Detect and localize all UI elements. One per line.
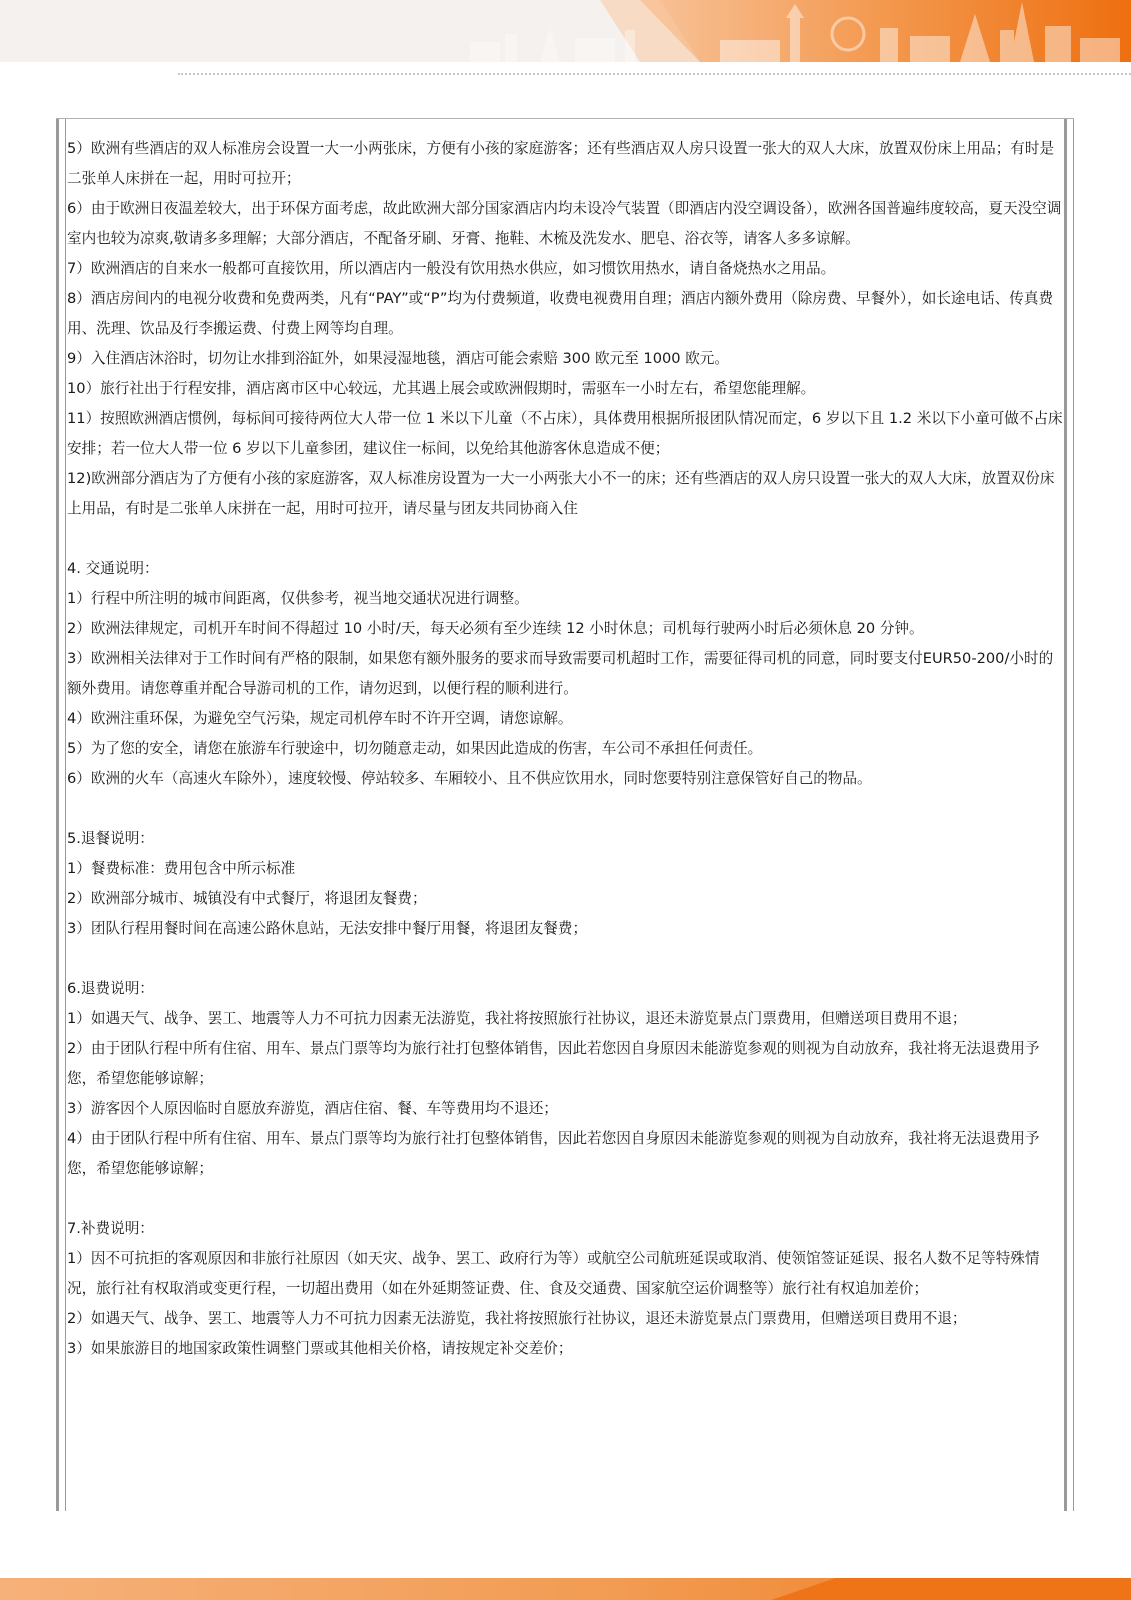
list-item: 6）由于欧洲日夜温差较大，出于环保方面考虑，故此欧洲大部分国家酒店内均未设冷气装置（即酒店内没空调设备），欧洲各国普遍纬度较高，夏天没空调室内也较为凉爽,敬请多多理解；大部分酒店，不配备牙刷、牙膏、拖鞋、木梳及洗发水、肥皂、浴衣等，请客人多多谅解。 <box>67 200 1062 247</box>
section-meal-refund <box>67 824 1063 944</box>
list-item: 9）入住酒店沐浴时，切勿让水排到浴缸外，如果浸湿地毯，酒店可能会索赔 300 欧元至 1000 欧元。 <box>67 350 729 367</box>
document-body <box>67 134 1063 1364</box>
list-item: 12)欧洲部分酒店为了方便有小孩的家庭游客，双人标准房设置为一大一小两张大小不一的床；还有些酒店的双人房只设置一张大的双人大床，放置双份床上用品，有时是二张单人床拼在一起，用时可拉开，请尽量与团友共同协商入住 <box>67 470 1055 517</box>
list-item: 3）团队行程用餐时间在高速公路休息站，无法安排中餐厅用餐，将退团友餐费； <box>67 920 588 937</box>
list-item: 10）旅行社出于行程安排，酒店离市区中心较远，尤其遇上展会或欧洲假期时，需驱车一小时左右，希望您能理解。 <box>67 380 816 397</box>
section-hotel-notes <box>67 134 1063 524</box>
list-item: 1）因不可抗拒的客观原因和非旅行社原因（如天灾、战争、罢工、政府行为等）或航空公司航班延误或取消、使领馆签证延误、报名人数不足等特殊情况，旅行社有权取消或变更行程，一切超出费用（如在外延期签证费、住、食及交通费、国家航空运价调整等）旅行社有权追加差价； <box>67 1250 1040 1297</box>
list-item: 3）游客因个人原因临时自愿放弃游览，酒店住宿、餐、车等费用均不退还； <box>67 1100 558 1117</box>
list-item: 5）欧洲有些酒店的双人标准房会设置一大一小两张床，方便有小孩的家庭游客；还有些酒店双人房只设置一张大的双人大床，放置双份床上用品；有时是二张单人床拼在一起，用时可拉开； <box>67 140 1055 187</box>
list-item: 2）欧洲法律规定，司机开车时间不得超过 10 小时/天，每天必须有至少连续 12 小时休息；司机每行驶两小时后必须休息 20 分钟。 <box>67 620 924 637</box>
list-item: 6）欧洲的火车（高速火车除外），速度较慢、停站较多、车厢较小、且不供应饮用水，同时您要特别注意保管好自己的物品。 <box>67 770 872 787</box>
list-item: 2）欧洲部分城市、城镇没有中式餐厅，将退团友餐费； <box>67 890 427 907</box>
section-heading: 4. 交通说明： <box>67 560 159 577</box>
list-item: 1）行程中所注明的城市间距离，仅供参考，视当地交通状况进行调整。 <box>67 590 529 607</box>
skyline-banner-graphic <box>0 0 1131 62</box>
list-item: 1）餐费标准：费用包含中所示标准 <box>67 860 296 877</box>
header-divider <box>178 73 1131 75</box>
list-item: 7）欧洲酒店的自来水一般都可直接饮用，所以酒店内一般没有饮用热水供应，如习惯饮用热水，请自备烧热水之用品。 <box>67 260 836 277</box>
list-item: 3）欧洲相关法律对于工作时间有严格的限制，如果您有额外服务的要求而导致需要司机超时工作，需要征得司机的同意，同时要支付EUR50-200/小时的额外费用。请您尊重并配合导游司机的工作，请勿迟到，以便行程的顺利进行。 <box>67 650 1054 697</box>
list-item: 2）由于团队行程中所有住宿、用车、景点门票等均为旅行社打包整体销售，因此若您因自身原因未能游览参观的则视为自动放弃，我社将无法退费用予您，希望您能够谅解； <box>67 1040 1040 1087</box>
header-banner <box>0 0 1131 62</box>
list-item: 4）欧洲注重环保，为避免空气污染，规定司机停车时不许开空调，请您谅解。 <box>67 710 573 727</box>
section-transport <box>67 554 1063 794</box>
list-item: 4）由于团队行程中所有住宿、用车、景点门票等均为旅行社打包整体销售，因此若您因自身原因未能游览参观的则视为自动放弃，我社将无法退费用予您，希望您能够谅解； <box>67 1130 1040 1177</box>
section-heading: 7.补费说明： <box>67 1220 154 1237</box>
list-item: 2）如遇天气、战争、罢工、地震等人力不可抗力因素无法游览，我社将按照旅行社协议，退还未游览景点门票费用，但赠送项目费用不退； <box>67 1310 967 1327</box>
list-item: 11）按照欧洲酒店惯例，每标间可接待两位大人带一位 1 米以下儿童（不占床），具体费用根据所报团队情况而定，6 岁以下且 1.2 米以下小童可做不占床安排；若一位大人带一位 6 岁以下儿童参团，建议住一标间，以免给其他游客休息造成不便； <box>67 410 1063 457</box>
list-item: 5）为了您的安全，请您在旅游车行驶途中，切勿随意走动，如果因此造成的伤害，车公司不承担任何责任。 <box>67 740 763 757</box>
section-refund <box>67 974 1063 1184</box>
list-item: 8）酒店房间内的电视分收费和免费两类，凡有“PAY”或“P”均为付费频道，收费电视费用自理；酒店内额外费用（除房费、早餐外），如长途电话、传真费用、洗理、饮品及行李搬运费、付费上网等均自理。 <box>67 290 1054 337</box>
footer-bar <box>0 1578 1131 1600</box>
section-surcharge <box>67 1214 1063 1364</box>
list-item: 3）如果旅游目的地国家政策性调整门票或其他相关价格，请按规定补交差价； <box>67 1340 573 1357</box>
list-item: 1）如遇天气、战争、罢工、地震等人力不可抗力因素无法游览，我社将按照旅行社协议，退还未游览景点门票费用，但赠送项目费用不退； <box>67 1010 967 1027</box>
section-heading: 6.退费说明： <box>67 980 154 997</box>
section-heading: 5.退餐说明： <box>67 830 154 847</box>
